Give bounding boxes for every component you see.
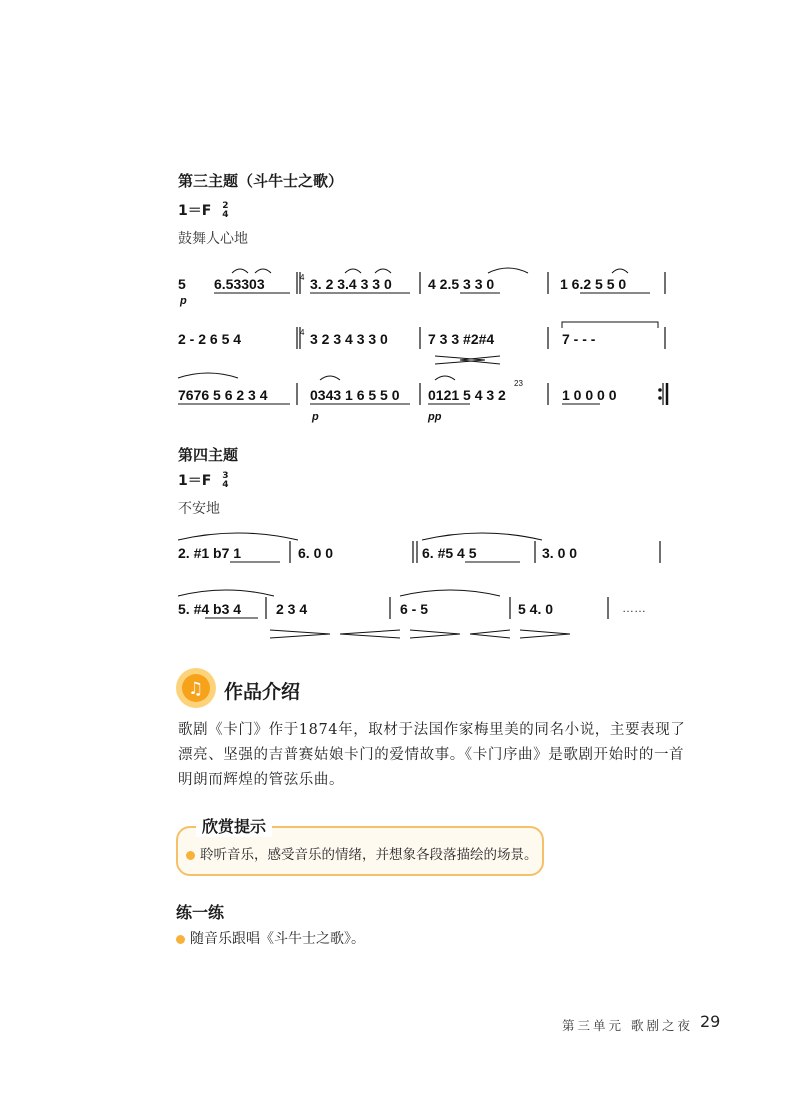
score-m7: 3 2 3 4 3 3 0 — [310, 331, 388, 347]
key-signature: 1＝F — [178, 473, 212, 489]
tip-item — [186, 843, 538, 863]
intro-body: 歌剧《卡门》作于1874年，取材于法国作家梅里美的同名小说，主要表现了漂亮、坚强的吉普赛姑娘卡门的爱情故事。《卡门序曲》是歌剧开始时的一首明朗而辉煌的管弦乐曲。 — [178, 722, 686, 788]
score-m19: 2 3 4 — [276, 601, 308, 617]
footer-unit: 第三单元 歌剧之夜 — [562, 1018, 693, 1033]
score-m13: 1 0 0 0 0 — [562, 387, 617, 403]
time-change: 4 — [300, 273, 305, 282]
practice-title: 练一练 — [176, 903, 225, 922]
music-note-icon: ♫ — [176, 668, 216, 708]
score-m15: 6. 0 0 — [298, 545, 334, 561]
bullet-icon — [176, 935, 185, 944]
score-m5: 1 6.2 5 5 0 — [560, 276, 627, 292]
dynamic-p: p — [312, 411, 319, 423]
time-change: 4 — [300, 328, 305, 337]
tip-text: 聆听音乐，感受音乐的情绪，并想象各段落描绘的场景。 — [200, 847, 538, 863]
score-m6: 2 - 2 6 5 4 — [178, 331, 242, 347]
time-bottom: 4 — [222, 210, 229, 220]
dynamic-pp: pp — [428, 411, 442, 423]
score-m11: 0343 1 6 5 5 0 — [310, 387, 400, 403]
intro-title: 作品介绍 — [224, 681, 301, 703]
practice-item — [176, 928, 365, 948]
theme3-title: 第三主题（斗牛士之歌） — [178, 172, 344, 190]
page-number: 29 — [700, 1012, 721, 1031]
practice-text: 随音乐跟唱《斗牛士之歌》。 — [190, 931, 365, 947]
score-m20: 6 - 5 — [400, 601, 429, 617]
ellipsis: …… — [622, 601, 646, 615]
score-m16: 6. #5 4 5 — [422, 545, 477, 561]
score-m10: 7676 5 6 2 3 4 — [178, 387, 268, 403]
score-m8: 7 3 3 #2#4 — [428, 331, 495, 347]
score-m14: 2. #1 b7 1 — [178, 545, 242, 561]
theme4-tempo: 不安地 — [178, 501, 220, 517]
score-m3: 3. 2 3.4 3 3 0 — [310, 276, 392, 292]
tip-title: 欣赏提示 — [196, 814, 272, 837]
time-top: 2 — [222, 201, 229, 211]
score-m17: 3. 0 0 — [542, 545, 578, 561]
time-top: 3 — [222, 471, 229, 481]
dynamic-p: p — [180, 295, 187, 307]
score-m9: 7 - - - — [562, 331, 596, 347]
grace-notes: 23 — [514, 379, 523, 388]
theme3-tempo: 鼓舞人心地 — [178, 231, 248, 247]
score-m2: 6.53303 — [214, 276, 265, 292]
score-m4: 4 2.5 3 3 0 — [428, 276, 495, 292]
score-m1: 5 — [178, 276, 186, 292]
score-m12: 0121 5 4 3 2 — [428, 387, 506, 403]
theme4-title: 第四主题 — [178, 446, 239, 464]
time-bottom: 4 — [222, 480, 229, 490]
score-m18: 5. #4 b3 4 — [178, 601, 242, 617]
score-m21: 5 4. 0 — [518, 601, 554, 617]
bullet-icon — [186, 851, 195, 860]
key-signature: 1＝F — [178, 203, 212, 219]
